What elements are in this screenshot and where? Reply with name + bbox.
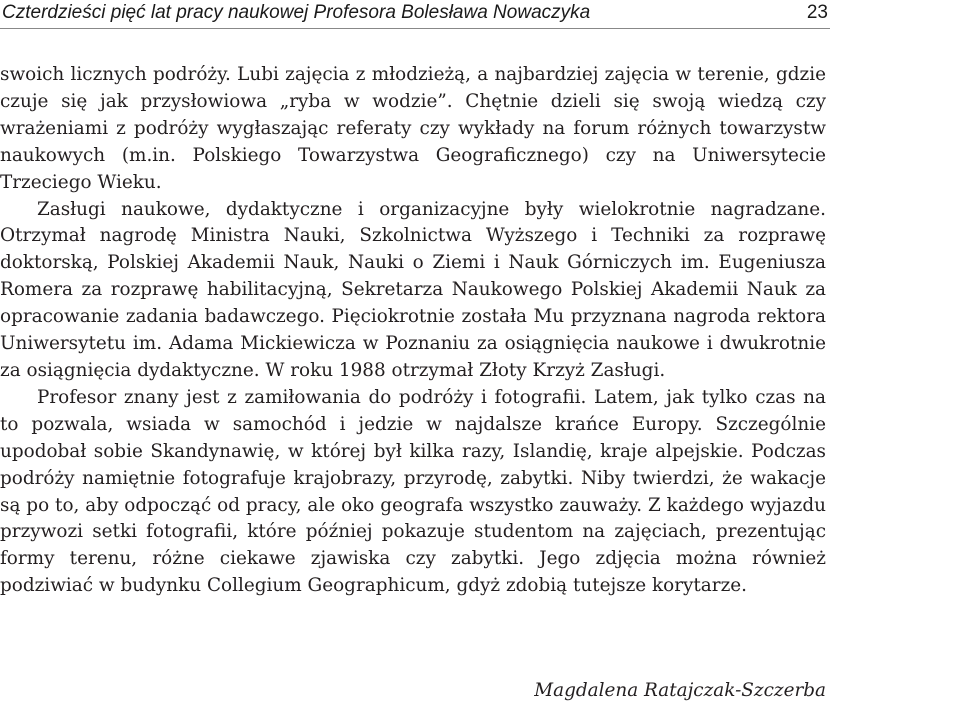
paragraph-2: Zasługi naukowe, dydaktyczne i organizacyjne były wielokrotnie nagradzane. Otrzymał nagrodę Ministra Nauki, Szkolnictwa Wyższego i Techniki za rozprawę doktorską, Polskiej Akademii Nauk, Nauki o Ziemi i Nauk Górniczych im. Eugeniusza Romera za rozprawę habilitacyjną, Sekretarza Naukowego Polskiej Akademii Nauk za opracowanie zadania badawczego. Pięciokrotnie została Mu przyznana nagroda rektora Uniwersytetu im. Adama Mickiewicza w Poznaniu za osiągnięcia naukowe i dwukrotnie za osiągnięcia dydaktyczne. W roku 1988 otrzymał Złoty Krzyż Zasługi. bbox=[0, 198, 826, 381]
author-signature: Magdalena Ratajczak-Szczerba bbox=[534, 680, 826, 701]
running-header bbox=[0, 0, 960, 30]
paragraph-3: Profesor znany jest z zamiłowania do podróży i fotografii. Latem, jak tylko czas na to pozwala, wsiada w samochód i jedzie w najdalsze krańce Europy. Szczególnie upodobał sobie Skandynawię, w której był kilka razy, Islandię, kraje alpejskie. Podczas podróży namiętnie fotografuje krajobrazy, przyrodę, zabytki. Niby twierdzi, że wakacje są po to, aby odpocząć od pracy, ale oko geografa wszystko zauważy. Z każdego wyjazdu przywozi setki fotografii, które później pokazuje studentom na zajęciach, prezentując formy terenu, różne ciekawe zjawiska czy zabytki. Jego zdjęcia można również podziwiać w budynku Collegium Geographicum, gdyż zdobią tutejsze korytarze. bbox=[0, 386, 826, 597]
page-number: 23 bbox=[806, 2, 828, 23]
running-header-title: Czterdzieści pięć lat pracy naukowej Profesora Bolesława Nowaczyka bbox=[2, 2, 591, 23]
body-text bbox=[0, 62, 826, 600]
header-rule bbox=[0, 28, 830, 29]
paragraph-1: swoich licznych podróży. Lubi zajęcia z młodzieżą, a najbardziej zajęcia w terenie, gdzie czuje się jak przysłowiowa „ryba w wodzie”. Chętnie dzieli się swoją wiedzą czy wrażeniami z podróży wygłaszając referaty czy wykłady na forum różnych towarzystw naukowych (m.in. Polskiego Towarzystwa Geograficznego) czy na Uniwersytecie Trzeciego Wieku. bbox=[0, 64, 826, 193]
